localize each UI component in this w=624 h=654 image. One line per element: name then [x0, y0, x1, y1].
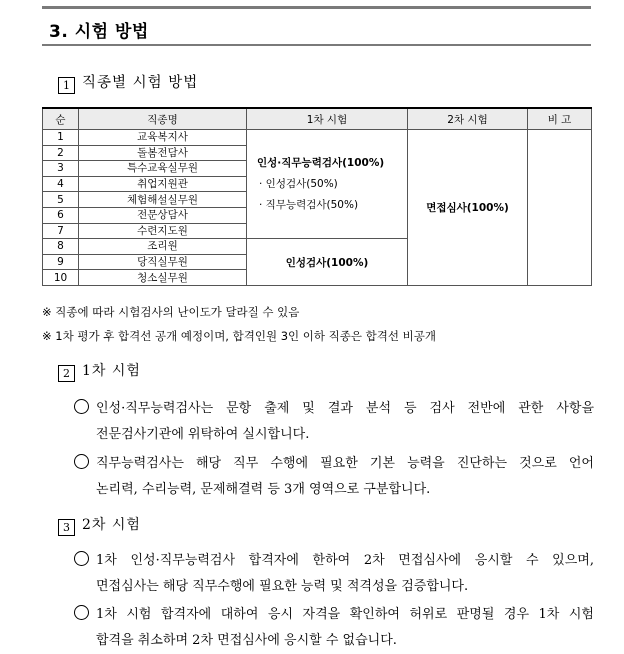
circle-bullet-icon [74, 399, 89, 414]
subsection-3-title: 2차 시험 [82, 517, 141, 533]
section-bottom-rule [42, 44, 591, 46]
row-number: 1 [43, 130, 79, 146]
exam1-group-a [247, 130, 408, 239]
subsection-3-number-box: 3 [58, 519, 75, 536]
exam2-main: 면접심사(100%) [426, 201, 509, 214]
paragraph-4-line-1: 1차 시험 합격자에 대하여 응시 자격을 확인하여 허위로 판명될 경우 1차 시험 [96, 607, 594, 622]
col-header-note: 비 고 [528, 108, 592, 130]
paragraph-1-line-1: 인성·직무능력검사는 문항 출제 및 결과 분석 등 검사 전반에 관한 사항을 [96, 401, 594, 416]
note-2: ※ 1차 평가 후 합격선 공개 예정이며, 합격인원 3인 이하 직종은 합격선 비공개 [42, 329, 436, 343]
subsection-1-number-box: 1 [58, 77, 75, 94]
circle-bullet-icon [74, 551, 89, 566]
section-top-rule [42, 6, 591, 9]
exam2-cell [408, 130, 528, 286]
job-name: 당직실무원 [79, 254, 247, 270]
subsection-2-number-box: 2 [58, 365, 75, 382]
job-name: 체험해설실무원 [79, 192, 247, 208]
row-number: 2 [43, 145, 79, 161]
paragraph-4-line-2: 합격을 취소하며 2차 면접심사에 응시할 수 없습니다. [96, 633, 397, 648]
row-number: 3 [43, 161, 79, 177]
job-name: 교육복지사 [79, 130, 247, 146]
row-number: 10 [43, 270, 79, 286]
col-header-exam2: 2차 시험 [408, 108, 528, 130]
subsection-2-heading [58, 360, 141, 382]
col-header-job: 직종명 [79, 108, 247, 130]
circle-bullet-icon [74, 605, 89, 620]
paragraph-4 [74, 602, 594, 654]
row-number: 7 [43, 223, 79, 239]
exam-method-table [42, 107, 592, 286]
col-header-no: 순 [43, 108, 79, 130]
note-cell [528, 130, 592, 286]
job-name: 수련지도원 [79, 223, 247, 239]
exam1-group-a-sub2: · 직무능력검사(50%) [259, 198, 359, 211]
exam1-group-b [247, 239, 408, 286]
row-number: 5 [43, 192, 79, 208]
note-1: ※ 직종에 따라 시험검사의 난이도가 달라질 수 있음 [42, 305, 300, 319]
job-name: 돌봄전담사 [79, 145, 247, 161]
row-number: 9 [43, 254, 79, 270]
subsection-3-heading [58, 514, 141, 536]
paragraph-3-line-1: 1차 인성·직무능력검사 합격자에 한하여 2차 면접심사에 응시할 수 있으며, [96, 553, 594, 568]
job-name: 전문상담사 [79, 207, 247, 223]
circle-bullet-icon [74, 454, 89, 469]
subsection-2-title: 1차 시험 [82, 363, 141, 379]
subsection-1-title: 직종별 시험 방법 [82, 75, 199, 91]
paragraph-2-line-2: 논리력, 수리능력, 문제해결력 등 3개 영역으로 구분합니다. [96, 482, 431, 497]
section-title: 3. 시험 방법 [49, 22, 149, 42]
exam1-group-a-sub1: · 인성검사(50%) [259, 177, 338, 190]
col-header-exam1: 1차 시험 [247, 108, 408, 130]
job-name: 특수교육실무원 [79, 161, 247, 177]
table-row [43, 130, 592, 146]
row-number: 6 [43, 207, 79, 223]
subsection-1-heading [58, 71, 198, 94]
exam1-group-b-main: 인성검사(100%) [285, 256, 369, 269]
job-name: 취업지원관 [79, 176, 247, 192]
row-number: 4 [43, 176, 79, 192]
exam1-group-a-main: 인성·직무능력검사(100%) [257, 156, 385, 169]
job-name: 조리원 [79, 239, 247, 255]
paragraph-3 [74, 548, 594, 600]
paragraph-2-line-1: 직무능력검사는 해당 직무 수행에 필요한 기본 능력을 진단하는 것으로 언어 [96, 456, 594, 471]
paragraph-1 [74, 396, 594, 448]
paragraph-1-line-2: 전문검사기관에 위탁하여 실시합니다. [96, 427, 310, 442]
row-number: 8 [43, 239, 79, 255]
job-name: 청소실무원 [79, 270, 247, 286]
paragraph-2 [74, 451, 594, 503]
paragraph-3-line-2: 면접심사는 해당 직무수행에 필요한 능력 및 적격성을 검증합니다. [96, 579, 469, 594]
table-header-row [43, 108, 592, 130]
